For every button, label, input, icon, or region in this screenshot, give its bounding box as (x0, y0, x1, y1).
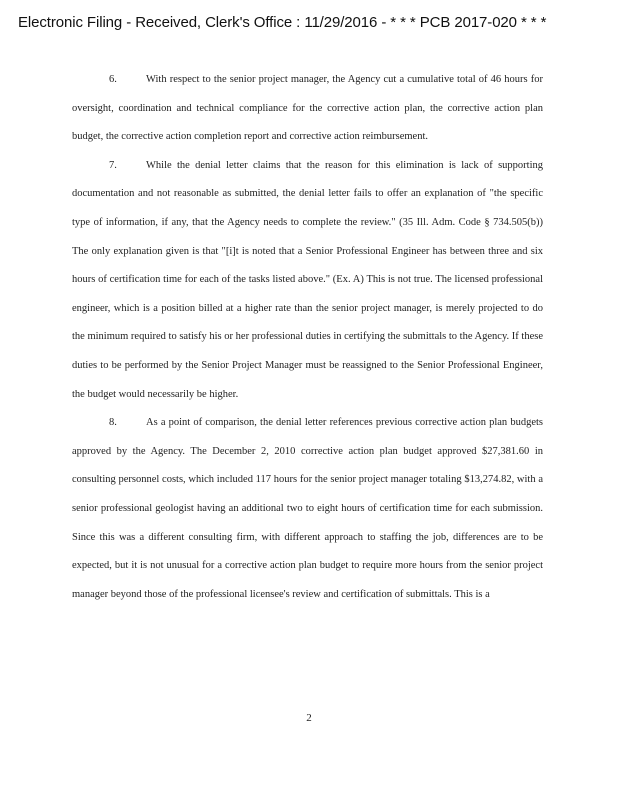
paragraph-6 (72, 66, 543, 152)
paragraph-text: With respect to the senior project manager, the Agency cut a cumulative total of 46 hours for oversight, coordination and technical compliance for the corrective action plan, the corrective action plan budget, the corrective action completion report and corrective action reimbursement. (72, 74, 543, 143)
paragraph-number: 6. (109, 74, 117, 85)
paragraph-number: 7. (109, 159, 117, 171)
paragraph-7 (72, 152, 543, 409)
paragraph-number: 8. (109, 417, 117, 429)
paragraph-8 (72, 409, 543, 609)
electronic-filing-header: Electronic Filing - Received, Clerk's Office : 11/29/2016 - * * * PCB 2017-020 * * * (18, 14, 547, 31)
document-body (72, 66, 543, 609)
paragraph-text: While the denial letter claims that the reason for this elimination is lack of supporting documentation and not reasonable as submitted, the denial letter fails to offer an explanation of "the specific type of information, if any, that the Agency needs to complete the review." (35 Ill. Adm. Code § 734.505(b)) The only explanation given is that "[i]t is noted that a Senior Professional Engineer has between three and six hours of certification time for each of the tasks listed above." (Ex. A) This is not true. The licensed professional engineer, which is a position billed at a higher rate than the senior project manager, is merely projected to do the minimum required to satisfy his or her professional duties in certifying the submittals to the Agency. If these duties to be performed by the Senior Project Manager must be reassigned to the Senior Professional Engineer, the budget would necessarily be higher. (72, 159, 543, 400)
paragraph-text: As a point of comparison, the denial letter references previous corrective action plan budgets approved by the Agency. The December 2, 2010 corrective action plan budget approved $27,381.60 in consulting personnel costs, which included 117 hours for the senior project manager totaling $13,274.82, with a senior professional geologist having an additional two to eight hours of certification time for each submission. Since this was a different consulting firm, with different approach to staffing the job, differences are to be expected, but it is not unusual for a corrective action plan budget to require more hours from the senior project manager beyond those of the professional licensee's review and certification of submittals. This is a (72, 417, 543, 600)
page-number: 2 (306, 712, 312, 724)
